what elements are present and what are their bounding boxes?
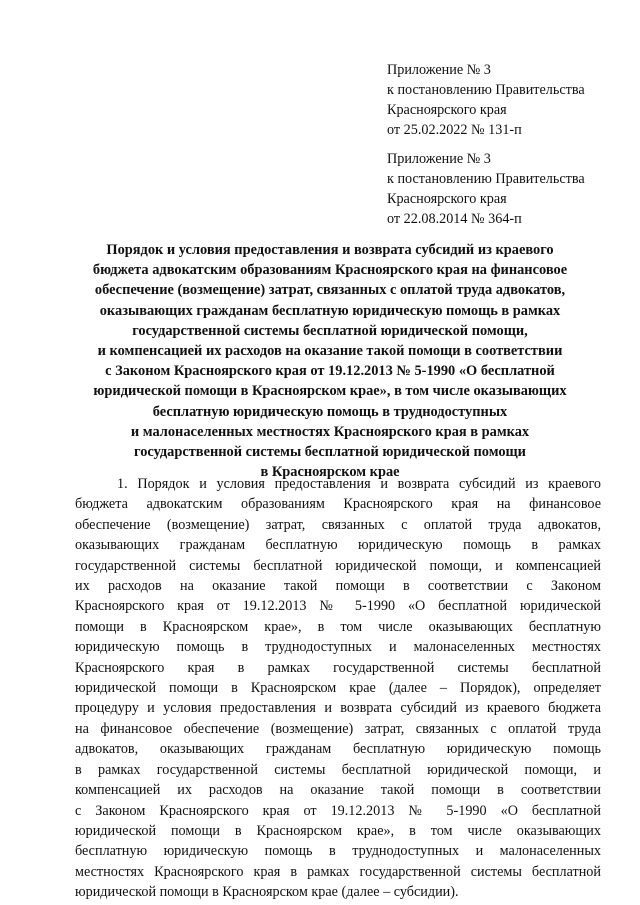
title-line: Порядок и условия предоставления и возврата субсидий из краевого [106, 242, 554, 258]
appendix-line: от 22.08.2014 № 364-п [387, 211, 522, 227]
paragraph-line: с Законом Красноярского края от 19.12.2013 № 5-1990 «О бесплатной [75, 802, 601, 819]
title-line: с Законом Красноярского края от 19.12.2013 № 5-1990 «О бесплатной [105, 363, 555, 380]
paragraph-line: обеспечение (возмещение) затрат, связанных с оплатой труда адвокатов, [75, 516, 601, 533]
appendix-line: от 25.02.2022 № 131-п [387, 122, 522, 138]
appendix-header-current [387, 60, 627, 140]
paragraph-line: Красноярского края от 19.12.2013 № 5-1990 «О бесплатной юридической [75, 598, 601, 615]
title-line: бюджета адвокатским образованиям Красноярского края на финансовое [92, 262, 568, 279]
paragraph-line: Красноярского края в рамках государственной системы бесплатной [75, 659, 601, 676]
paragraph-line: местностях Красноярского края в рамках государственной системы бесплатной [75, 863, 601, 880]
paragraph-line: бюджета адвокатским образованиям Красноярского края на финансовое [75, 496, 601, 513]
paragraph-line: юридическую помощь в труднодоступных и малонаселенных местностях [75, 639, 601, 656]
paragraph-line: компенсацией их расходов на оказание такой помощи в соответствии [75, 782, 601, 799]
document-title [60, 240, 600, 482]
title-line: государственной системы бесплатной юридической помощи [134, 444, 526, 461]
paragraph-line: государственной системы бесплатной юридической помощи, и компенсацией [75, 557, 601, 574]
paragraph-line: на финансовое обеспечение (возмещение) затрат, связанных с оплатой труда [75, 720, 601, 737]
appendix-line: Приложение № 3 [387, 62, 491, 78]
paragraph-line: юридической помощи в Красноярском крае», в том числе оказывающих [75, 822, 601, 839]
paragraph-line: бесплатную юридическую помощь в труднодоступных и малонаселенных [75, 843, 601, 860]
paragraph-line: помощи в Красноярском крае», в том числе оказывающих бесплатную [75, 618, 601, 635]
appendix-line: Приложение № 3 [387, 151, 491, 167]
paragraph-line: юридической помощи в Красноярском крае (далее – субсидии). [75, 884, 459, 901]
title-line: обеспечение (возмещение) затрат, связанных с оплатой труда адвокатов, [94, 282, 566, 299]
appendix-line: Красноярского края [387, 102, 507, 118]
title-line: юридической помощи в Красноярском крае», в том числе оказывающих [93, 383, 567, 400]
paragraph-line: 1. Порядок и условия предоставления и возврата субсидий из краевого [117, 476, 601, 492]
paragraph-line: процедуру и условия предоставления и возврата субсидий из краевого бюджета [75, 700, 601, 717]
paragraph-line: адвокатов, оказывающих гражданам бесплатную юридическую помощь [75, 741, 601, 758]
title-line: в Красноярском крае [260, 464, 400, 481]
appendix-line: к постановлению Правительства [387, 171, 585, 187]
paragraph-line: в рамках государственной системы бесплатной юридической помощи, и [75, 761, 601, 778]
appendix-line: Красноярского края [387, 191, 507, 207]
paragraph-line: юридической помощи в Красноярском крае (далее – Порядок), определяет [75, 680, 601, 697]
appendix-line: к постановлению Правительства [387, 82, 585, 98]
appendix-header-original [387, 149, 627, 229]
paragraph-1 [75, 474, 601, 903]
title-line: оказывающих гражданам бесплатную юридическую помощь в рамках [99, 302, 561, 319]
title-line: и малонаселенных местностях Красноярского края в рамках [130, 423, 530, 440]
title-line: и компенсацией их расходов на оказание такой помощи в соответствии [97, 343, 563, 360]
title-line: бесплатную юридическую помощь в труднодоступных [152, 403, 508, 420]
paragraph-line: их расходов на оказание такой помощи в соответствии с Законом [75, 578, 601, 595]
paragraph-line: оказывающих гражданам бесплатную юридическую помощь в рамках [75, 537, 601, 554]
title-line: государственной системы бесплатной юридической помощи, [132, 322, 528, 339]
